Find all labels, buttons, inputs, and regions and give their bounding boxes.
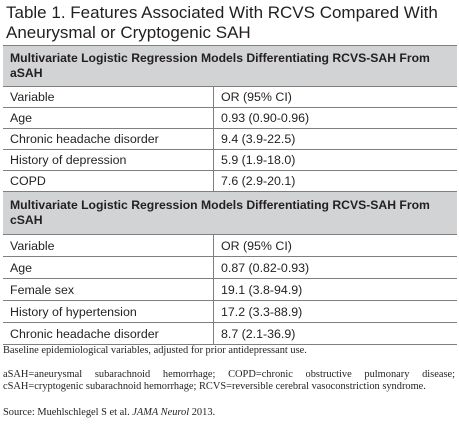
table-caption: Features Associated With RCVS Compared With Aneurysmal or Cryptogenic SAH [6, 3, 438, 42]
variable-cell: Chronic headache disorder [3, 323, 214, 344]
regression-table [3, 45, 457, 345]
table-number: Table 1. [6, 3, 66, 22]
or-cell: 9.4 (3.9-22.5) [221, 132, 296, 146]
table-row [3, 171, 457, 192]
variable-cell: Age [3, 257, 214, 278]
table-row [3, 279, 457, 301]
table-row [3, 129, 457, 150]
source-suffix: 2013. [189, 407, 216, 418]
or-cell: 0.87 (0.82-0.93) [221, 260, 310, 275]
section-heading-asah: Multivariate Logistic Regression Models Differentiating RCVS-SAH From aSAH [3, 46, 457, 87]
table-title [6, 3, 456, 43]
or-cell: 0.93 (0.90-0.96) [221, 111, 310, 125]
variable-cell: Female sex [3, 279, 214, 300]
variable-cell: History of hypertension [3, 301, 214, 322]
source-prefix: Source: Muehlschlegel S et al. [3, 407, 133, 418]
source-note [3, 407, 215, 419]
column-header-variable: Variable [3, 235, 214, 256]
variable-cell: Chronic headache disorder [3, 129, 214, 149]
variable-cell: History of depression [3, 150, 214, 170]
table-row [3, 150, 457, 171]
table-row [3, 323, 457, 345]
table-row [3, 301, 457, 323]
variable-cell: Age [3, 108, 214, 128]
source-journal: JAMA Neurol [132, 407, 190, 418]
or-cell: 7.6 (2.9-20.1) [221, 174, 296, 188]
column-header-variable: Variable [3, 87, 214, 107]
abbreviations-note: aSAH=aneurysmal subarachnoid hemorrhage; COPD=chronic obstructive pulmonary disease; cSAH=cryptogenic subarachnoid hemorrhage; RCVS=reversible cerebral vasoconstriction syndrome. [3, 369, 455, 392]
or-cell: 19.1 (3.8-94.9) [221, 282, 303, 297]
or-cell: 17.2 (3.3-88.9) [221, 304, 303, 319]
column-header-row [3, 235, 457, 257]
variable-cell: COPD [3, 171, 214, 191]
table-row [3, 108, 457, 129]
column-header-row [3, 87, 457, 108]
adjustment-note: Baseline epidemiological variables, adjusted for prior antidepressant use. [3, 345, 307, 356]
column-header-or: OR (95% CI) [221, 238, 292, 253]
or-cell: 8.7 (2.1-36.9) [221, 326, 296, 341]
table-row [3, 257, 457, 279]
column-header-or: OR (95% CI) [221, 90, 292, 104]
or-cell: 5.9 (1.9-18.0) [221, 153, 296, 167]
section-heading-csah: Multivariate Logistic Regression Models Differentiating RCVS-SAH From cSAH [3, 192, 457, 235]
